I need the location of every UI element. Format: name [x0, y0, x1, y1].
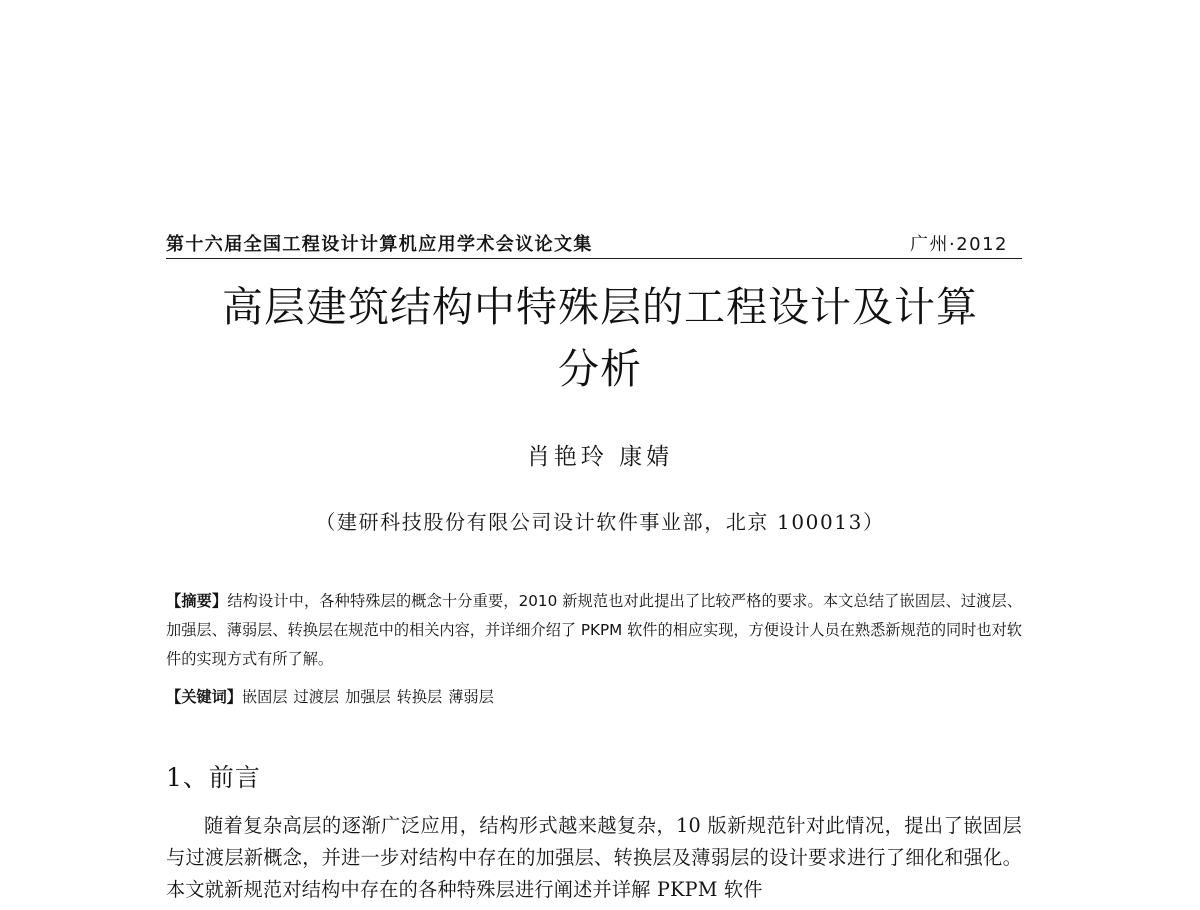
abstract-text: 结构设计中，各种特殊层的概念十分重要，2010 新规范也对此提出了比较严格的要求。本文总结了嵌固层、过渡层、加强层、薄弱层、转换层在规范中的相关内容，并详细介绍了 PKPM 软件的相应实现，方便设计人员在熟悉新规范的同时也对软件的实现方式有所了解。: [166, 592, 1023, 668]
title-line-2: 分析: [558, 345, 642, 393]
abstract-label: 【摘要】: [166, 592, 228, 610]
affiliation: （建研科技股份有限公司设计软件事业部，北京 100013）: [315, 510, 885, 534]
authors: 肖艳玲 康婧: [526, 444, 674, 470]
place-year: 广州·2012: [909, 234, 1008, 255]
running-header: [166, 228, 1022, 259]
section-heading: 1、前言: [166, 763, 261, 792]
keywords: [166, 683, 1022, 712]
keyword: 嵌固层: [241, 688, 288, 706]
keyword: 加强层: [345, 688, 391, 706]
keyword: 薄弱层: [448, 688, 494, 706]
keywords-label: 【关键词】: [166, 688, 242, 706]
section-paragraph: 随着复杂高层的逐渐广泛应用，结构形式越来越复杂，10 版新规范针对此情况，提出了嵌固层与过渡层新概念，并进一步对结构中存在的加强层、转换层及薄弱层的设计要求进行了细化和强化。本文就新规范对结构中存在的各种特殊层进行阐述并详解 PKPM 软件: [166, 814, 1022, 901]
abstract: [166, 587, 1022, 674]
proceedings-title: 第十六届全国工程设计计算机应用学术会议论文集: [166, 234, 593, 255]
title-line-1: 高层建筑结构中特殊层的工程设计及计算: [222, 283, 978, 331]
paper-title: [120, 276, 1080, 400]
keyword: 转换层: [396, 688, 443, 706]
keyword: 过渡层: [293, 688, 340, 706]
